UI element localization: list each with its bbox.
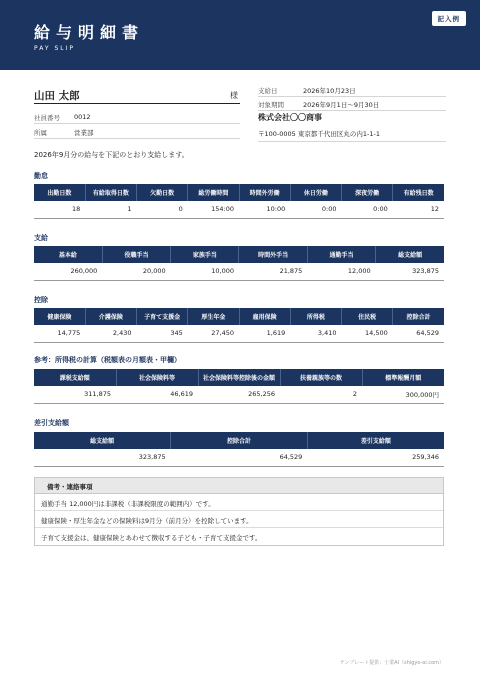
period-row	[258, 97, 446, 111]
payments-value-row	[34, 263, 444, 280]
sample-badge: 記入例	[432, 11, 467, 26]
deductions-header: 介護保険	[85, 308, 136, 325]
deductions-header: 控除合計	[393, 308, 444, 325]
deductions-value: 3,410	[290, 325, 341, 342]
attendance-header: 有給取得日数	[85, 184, 136, 201]
page-title: 給与明細書	[34, 23, 145, 42]
note-line: 子育て支援金は、健康保険とあわせて徴収する子ども・子育て支援金です。	[41, 534, 262, 542]
attendance-title: 勤怠	[34, 172, 48, 180]
attendance-value: 10:00	[239, 201, 290, 218]
payments-value: 260,000	[34, 263, 102, 280]
attendance-value: 12	[393, 201, 444, 218]
employee-dept-row	[34, 124, 240, 139]
employee-number-row	[34, 109, 240, 124]
net-header-row	[34, 432, 444, 449]
payments-header-row	[34, 246, 444, 263]
tax-calc-header: 課税支給額	[34, 369, 116, 386]
payments-header: 役職手当	[102, 246, 170, 263]
tax-calc-header: 社会保険料等	[116, 369, 198, 386]
attendance-header: 欠勤日数	[137, 184, 188, 201]
tax-calc-header: 扶養親族等の数	[280, 369, 362, 386]
tax-calc-value: 2	[280, 386, 362, 403]
payments-value: 20,000	[102, 263, 170, 280]
employee-number-label: 社員番号	[34, 114, 60, 122]
employee-number: 0012	[74, 113, 91, 121]
deductions-title: 控除	[34, 296, 48, 304]
notes-box	[34, 477, 444, 546]
payments-header: 家族手当	[171, 246, 239, 263]
attendance-value: 0	[137, 201, 188, 218]
attendance-value: 0:00	[342, 201, 393, 218]
payments-value: 10,000	[171, 263, 239, 280]
notes-title: 備考・連絡事項	[35, 478, 443, 494]
intro-text: 2026年9月分の給与を下記のとおり支給します。	[34, 151, 189, 159]
deductions-table	[34, 308, 444, 343]
net-header: 総支給額	[34, 432, 171, 449]
deductions-header: 所得税	[290, 308, 341, 325]
tax-calc-value: 46,619	[116, 386, 198, 403]
period-label: 対象期間	[258, 101, 284, 109]
attendance-value: 18	[34, 201, 85, 218]
net-value: 259,346	[307, 449, 444, 466]
payments-header: 時間外手当	[239, 246, 307, 263]
deductions-header-row	[34, 308, 444, 325]
net-value: 323,875	[34, 449, 171, 466]
note-line: 健康保険・厚生年金などの保険料は9月分（前月分）を控除しています。	[35, 511, 443, 528]
deductions-header: 雇用保険	[239, 308, 290, 325]
tax-calc-value: 300,000円	[362, 386, 444, 403]
attendance-header: 深夜労働	[342, 184, 393, 201]
attendance-header: 時間外労働	[239, 184, 290, 201]
deductions-value: 345	[137, 325, 188, 342]
payments-value: 323,875	[376, 263, 444, 280]
footer-credit: テンプレート提供：士業AI（shigyo-ai.com）	[339, 660, 444, 666]
payments-header: 通勤手当	[307, 246, 375, 263]
deductions-header: 厚生年金	[188, 308, 239, 325]
deductions-value: 2,430	[85, 325, 136, 342]
payments-value: 12,000	[307, 263, 375, 280]
deductions-value-row	[34, 325, 444, 342]
employee-dept: 営業部	[74, 129, 94, 137]
deductions-value: 14,500	[342, 325, 393, 342]
deductions-header: 子育て支援金	[137, 308, 188, 325]
employee-honorific: 様	[230, 91, 238, 100]
payments-header: 基本給	[34, 246, 102, 263]
attendance-value-row	[34, 201, 444, 218]
deductions-value: 27,450	[188, 325, 239, 342]
deductions-value: 14,775	[34, 325, 85, 342]
tax-calc-header-row	[34, 369, 444, 386]
net-value: 64,529	[171, 449, 308, 466]
tax-calc-value: 265,256	[198, 386, 280, 403]
attendance-header: 休日労働	[290, 184, 341, 201]
pay-date: 2026年10月23日	[303, 87, 356, 95]
employee-dept-label: 所属	[34, 129, 47, 137]
payments-title: 支給	[34, 234, 48, 242]
net-title: 差引支給額	[34, 419, 69, 427]
tax-calc-title: 参考：所得税の計算（税額表の月額表・甲欄）	[34, 356, 181, 364]
payments-header: 総支給額	[376, 246, 444, 263]
deductions-value: 64,529	[393, 325, 444, 342]
pay-date-label: 支給日	[258, 87, 278, 95]
employee-name: 山田 太郎	[34, 90, 80, 102]
net-table	[34, 432, 444, 467]
tax-calc-value: 311,875	[34, 386, 116, 403]
company-name: 株式会社〇〇商事	[258, 113, 322, 122]
tax-calc-header: 標準報酬月額	[362, 369, 444, 386]
deductions-value: 1,619	[239, 325, 290, 342]
attendance-value: 154:00	[188, 201, 239, 218]
payments-value: 21,875	[239, 263, 307, 280]
attendance-header: 総労働時間	[188, 184, 239, 201]
payments-table	[34, 246, 444, 281]
pay-date-row	[258, 83, 446, 97]
deductions-header: 健康保険	[34, 308, 85, 325]
attendance-header: 出勤日数	[34, 184, 85, 201]
attendance-header: 有給残日数	[393, 184, 444, 201]
page-subtitle: PAY SLIP	[34, 45, 75, 52]
company-address: 〒100-0005 東京都千代田区丸の内1-1-1	[258, 127, 446, 142]
note-line: 通勤手当 12,000円は非課税（非課税限度の範囲内）です。	[35, 494, 443, 511]
employee-name-row	[34, 86, 240, 104]
tax-calc-value-row	[34, 386, 444, 403]
net-value-row	[34, 449, 444, 466]
header-banner	[0, 0, 480, 70]
period: 2026年9月1日〜9月30日	[303, 101, 380, 109]
net-header: 差引支給額	[307, 432, 444, 449]
attendance-table	[34, 184, 444, 219]
attendance-value: 1	[85, 201, 136, 218]
net-header: 控除合計	[171, 432, 308, 449]
attendance-header-row	[34, 184, 444, 201]
attendance-value: 0:00	[290, 201, 341, 218]
deductions-header: 住民税	[342, 308, 393, 325]
tax-calc-table	[34, 369, 444, 404]
tax-calc-header: 社会保険料等控除後の金額	[198, 369, 280, 386]
